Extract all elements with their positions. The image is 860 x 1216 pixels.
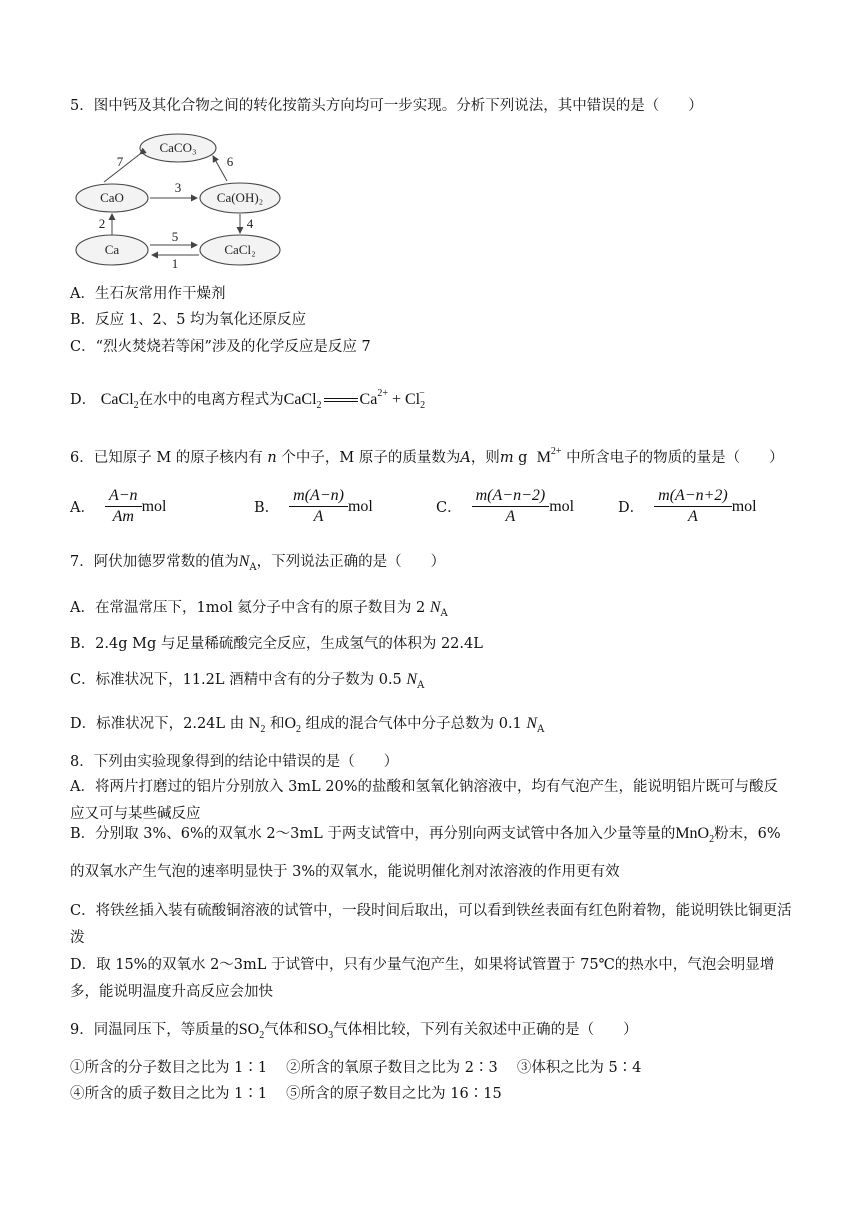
node-ca-label: Ca xyxy=(104,242,120,257)
q8-option-a: A．将两片打磨过的铝片分别放入 3mL 20%的盐酸和氢氧化钠溶液中，均有气泡产生，能说明铝片既可与酸反应又可与某些碱反应 xyxy=(70,779,779,822)
node-caco3-label: CaCO₃ xyxy=(159,140,197,155)
q7-option-a: A．在常温常压下，1mol 氦分子中含有的原子数目为 2 $N_A$ xyxy=(70,599,448,619)
edge-label-2: 2 xyxy=(98,216,106,231)
q8-stem: 8．下列由实验现象得到的结论中错误的是（ ） xyxy=(70,754,399,770)
q9-items-row2: ④所含的质子数目之比为 1∶1 ⑤所含的原子数目之比为 16∶15 xyxy=(70,1086,502,1102)
edge-label-1: 1 xyxy=(171,256,179,271)
q8-option-c: C．将铁丝插入装有硫酸铜溶液的试管中，一段时间后取出，可以看到铁丝表面有红色附着物，能说明铁比铜更活泼 xyxy=(70,903,792,946)
node-caoh2-label: Ca(OH)₂ xyxy=(216,190,264,205)
q9-stem: 9．同温同压下，等质量的$SO_2$气体和$SO_3$气体相比较，下列有关叙述中正确的是（ ） xyxy=(70,1021,638,1041)
node-cao-label: CaO xyxy=(100,190,124,205)
arrow-6 xyxy=(213,156,227,181)
q5-option-b: B．反应 1、2、5 均为氧化还原反应 xyxy=(70,312,307,328)
edge-label-4: 4 xyxy=(246,216,254,231)
edge-label-7: 7 xyxy=(116,154,124,169)
q5-option-a: A．生石灰常用作干燥剂 xyxy=(70,286,226,302)
q9-items-row1: ①所含的分子数目之比为 1∶1 ②所含的氧原子数目之比为 2∶3 ③体积之比为 5∶4 xyxy=(70,1060,642,1076)
q6-option-a: A． $\frac{A-n}{Am}$ mol xyxy=(70,487,167,525)
edge-label-3: 3 xyxy=(174,180,182,195)
q5-option-c: C．“烈火焚烧若等闲”涉及的化学反应是反应 7 xyxy=(70,339,371,355)
edge-label-5: 5 xyxy=(171,229,179,244)
q8-option-b: B．分别取 3%、6%的双氧水 2～3mL 于两支试管中，再分别向两支试管中各加入少量等量的MnO$_2$粉末，6%的双氧水产生气泡的速率明显快于 3%的双氧水，能说明催化剂对浓溶液的作用更有效 xyxy=(70,825,781,880)
q6-stem: 6．已知原子 M 的原子核内有 n 个中子，M 原子的质量数为A，则m g $M^{2+}$ 中所含电子的物质的量是（ ） xyxy=(70,446,784,466)
q5-stem: 5．图中钙及其化合物之间的转化按箭头方向均可一步实现。分析下列说法，其中错误的是（ ） xyxy=(70,98,703,114)
edge-label-6: 6 xyxy=(226,154,234,169)
q8-option-d: D．取 15%的双氧水 2～3mL 于试管中，只有少量气泡产生，如果将试管置于 75℃的热水中，气泡会明显增多，能说明温度升高反应会加快 xyxy=(70,957,775,1000)
q7-option-c: C．标准状况下，11.2L 酒精中含有的分子数为 0.5 $N_A$ xyxy=(70,671,425,691)
q7-stem: 7．阿伏加德罗常数的值为$N_A$，下列说法正确的是（ ） xyxy=(70,553,446,573)
node-cacl2-label: CaCl₂ xyxy=(224,242,256,257)
q7-option-b: B．2.4g Mg 与足量稀硫酸完全反应，生成氢气的体积为 22.4L xyxy=(70,636,483,652)
q5-option-d: D． CaCl$_2$在水中的电离方程式为CaCl$_2$ $Ca^{2+} + Cl_2^-$ xyxy=(70,388,426,411)
q6-option-c: C． $\frac{m(A-n-2)}{A}$ mol xyxy=(436,487,575,525)
q7-option-d: D．标准状况下，2.24L 由 $N_2$ 和$O_2$ 组成的混合气体中分子总数为 0.1 $N_A$ xyxy=(70,715,545,735)
q6-option-d: D． $\frac{m(A-n+2)}{A}$ mol xyxy=(618,487,757,525)
calcium-conversion-diagram xyxy=(74,128,284,274)
q6-option-b: B． $\frac{m(A-n)}{A}$ mol xyxy=(254,487,373,525)
